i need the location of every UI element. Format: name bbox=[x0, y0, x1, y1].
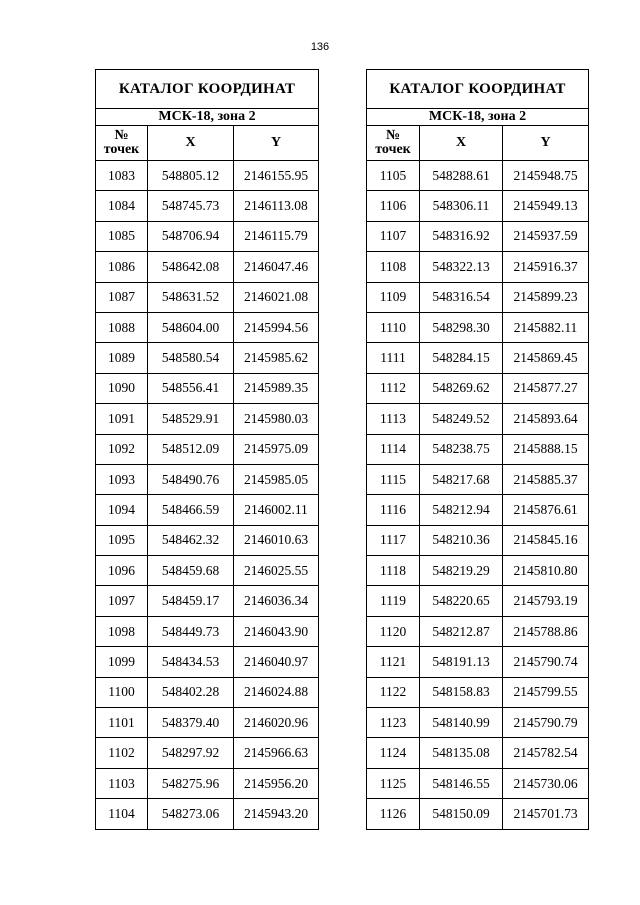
x-coordinate-cell: 548275.96 bbox=[148, 768, 234, 798]
table-row bbox=[367, 677, 589, 707]
x-coordinate-cell: 548631.52 bbox=[148, 282, 234, 312]
table-row bbox=[96, 312, 319, 342]
column-header-point-number bbox=[96, 126, 148, 161]
point-number-cell: 1122 bbox=[367, 677, 420, 707]
table-row bbox=[367, 738, 589, 768]
x-coordinate-cell: 548322.13 bbox=[420, 252, 503, 282]
x-coordinate-cell: 548745.73 bbox=[148, 191, 234, 221]
table-row bbox=[367, 312, 589, 342]
point-number-word: точек bbox=[103, 142, 140, 157]
column-header-point-number bbox=[367, 126, 420, 161]
y-coordinate-cell: 2146043.90 bbox=[234, 616, 319, 646]
y-coordinate-cell: 2145885.37 bbox=[503, 464, 589, 494]
y-coordinate-cell: 2146025.55 bbox=[234, 556, 319, 586]
table-row bbox=[96, 768, 319, 798]
point-number-cell: 1118 bbox=[367, 556, 420, 586]
y-coordinate-cell: 2146010.63 bbox=[234, 525, 319, 555]
table-row bbox=[367, 495, 589, 525]
x-coordinate-cell: 548462.32 bbox=[148, 525, 234, 555]
x-coordinate-cell: 548284.15 bbox=[420, 343, 503, 373]
y-coordinate-cell: 2145893.64 bbox=[503, 404, 589, 434]
x-coordinate-cell: 548580.54 bbox=[148, 343, 234, 373]
y-coordinate-cell: 2145937.59 bbox=[503, 221, 589, 251]
y-coordinate-cell: 2145943.20 bbox=[234, 799, 319, 829]
x-coordinate-cell: 548706.94 bbox=[148, 221, 234, 251]
table-row bbox=[367, 221, 589, 251]
x-coordinate-cell: 548219.29 bbox=[420, 556, 503, 586]
x-coordinate-cell: 548249.52 bbox=[420, 404, 503, 434]
x-coordinate-cell: 548402.28 bbox=[148, 677, 234, 707]
point-number-cell: 1097 bbox=[96, 586, 148, 616]
y-coordinate-cell: 2146020.96 bbox=[234, 708, 319, 738]
y-coordinate-cell: 2145899.23 bbox=[503, 282, 589, 312]
x-coordinate-cell: 548191.13 bbox=[420, 647, 503, 677]
table-row bbox=[367, 647, 589, 677]
table-row bbox=[96, 525, 319, 555]
y-coordinate-cell: 2146115.79 bbox=[234, 221, 319, 251]
point-number-cell: 1093 bbox=[96, 464, 148, 494]
point-number-cell: 1113 bbox=[367, 404, 420, 434]
point-number-cell: 1094 bbox=[96, 495, 148, 525]
x-coordinate-cell: 548150.09 bbox=[420, 799, 503, 829]
y-coordinate-cell: 2145888.15 bbox=[503, 434, 589, 464]
y-coordinate-cell: 2145790.74 bbox=[503, 647, 589, 677]
point-number-cell: 1125 bbox=[367, 768, 420, 798]
x-coordinate-cell: 548604.00 bbox=[148, 312, 234, 342]
point-number-cell: 1083 bbox=[96, 161, 148, 191]
point-number-cell: 1096 bbox=[96, 556, 148, 586]
table-row bbox=[96, 556, 319, 586]
point-number-cell: 1099 bbox=[96, 647, 148, 677]
table-row bbox=[367, 708, 589, 738]
x-coordinate-cell: 548306.11 bbox=[420, 191, 503, 221]
x-coordinate-cell: 548269.62 bbox=[420, 373, 503, 403]
x-coordinate-cell: 548238.75 bbox=[420, 434, 503, 464]
point-number-cell: 1105 bbox=[367, 161, 420, 191]
table-row bbox=[367, 373, 589, 403]
table-row bbox=[96, 738, 319, 768]
table-row bbox=[96, 616, 319, 646]
table-body bbox=[367, 161, 589, 830]
point-number-cell: 1114 bbox=[367, 434, 420, 464]
column-header-y: Y bbox=[503, 126, 589, 161]
table-title: КАТАЛОГ КООРДИНАТ bbox=[367, 70, 589, 109]
point-number-cell: 1090 bbox=[96, 373, 148, 403]
table-row bbox=[367, 282, 589, 312]
y-coordinate-cell: 2145989.35 bbox=[234, 373, 319, 403]
x-coordinate-cell: 548158.83 bbox=[420, 677, 503, 707]
x-coordinate-cell: 548210.36 bbox=[420, 525, 503, 555]
table-title: КАТАЛОГ КООРДИНАТ bbox=[96, 70, 319, 109]
table-row bbox=[96, 252, 319, 282]
y-coordinate-cell: 2146024.88 bbox=[234, 677, 319, 707]
y-coordinate-cell: 2145788.86 bbox=[503, 616, 589, 646]
y-coordinate-cell: 2145916.37 bbox=[503, 252, 589, 282]
point-number-symbol: № bbox=[385, 128, 401, 143]
point-number-cell: 1098 bbox=[96, 616, 148, 646]
table-row bbox=[367, 191, 589, 221]
y-coordinate-cell: 2146036.34 bbox=[234, 586, 319, 616]
table-row bbox=[96, 647, 319, 677]
point-number-cell: 1107 bbox=[367, 221, 420, 251]
table-row bbox=[367, 464, 589, 494]
x-coordinate-cell: 548316.92 bbox=[420, 221, 503, 251]
y-coordinate-cell: 2145782.54 bbox=[503, 738, 589, 768]
x-coordinate-cell: 548297.92 bbox=[148, 738, 234, 768]
table-row bbox=[96, 495, 319, 525]
x-coordinate-cell: 548146.55 bbox=[420, 768, 503, 798]
point-number-cell: 1103 bbox=[96, 768, 148, 798]
y-coordinate-cell: 2146021.08 bbox=[234, 282, 319, 312]
point-number-cell: 1087 bbox=[96, 282, 148, 312]
y-coordinate-cell: 2145790.79 bbox=[503, 708, 589, 738]
point-number-cell: 1110 bbox=[367, 312, 420, 342]
point-number-cell: 1115 bbox=[367, 464, 420, 494]
y-coordinate-cell: 2145799.55 bbox=[503, 677, 589, 707]
point-number-cell: 1089 bbox=[96, 343, 148, 373]
y-coordinate-cell: 2145810.80 bbox=[503, 556, 589, 586]
point-number-cell: 1106 bbox=[367, 191, 420, 221]
point-number-cell: 1092 bbox=[96, 434, 148, 464]
x-coordinate-cell: 548316.54 bbox=[420, 282, 503, 312]
column-header-x: X bbox=[148, 126, 234, 161]
point-number-cell: 1120 bbox=[367, 616, 420, 646]
x-coordinate-cell: 548212.94 bbox=[420, 495, 503, 525]
x-coordinate-cell: 548556.41 bbox=[148, 373, 234, 403]
y-coordinate-cell: 2145980.03 bbox=[234, 404, 319, 434]
table-row bbox=[367, 252, 589, 282]
table-row bbox=[96, 586, 319, 616]
y-coordinate-cell: 2145876.61 bbox=[503, 495, 589, 525]
point-number-cell: 1091 bbox=[96, 404, 148, 434]
point-number-cell: 1086 bbox=[96, 252, 148, 282]
y-coordinate-cell: 2145994.56 bbox=[234, 312, 319, 342]
y-coordinate-cell: 2145948.75 bbox=[503, 161, 589, 191]
table-body bbox=[96, 161, 319, 830]
table-subtitle: МСК-18, зона 2 bbox=[96, 109, 319, 126]
y-coordinate-cell: 2145966.63 bbox=[234, 738, 319, 768]
x-coordinate-cell: 548379.40 bbox=[148, 708, 234, 738]
point-number-symbol: № bbox=[114, 128, 129, 143]
point-number-cell: 1117 bbox=[367, 525, 420, 555]
x-coordinate-cell: 548288.61 bbox=[420, 161, 503, 191]
table-row bbox=[96, 708, 319, 738]
y-coordinate-cell: 2145985.05 bbox=[234, 464, 319, 494]
y-coordinate-cell: 2146002.11 bbox=[234, 495, 319, 525]
y-coordinate-cell: 2145701.73 bbox=[503, 799, 589, 829]
table-row bbox=[367, 799, 589, 829]
column-header-x: X bbox=[420, 126, 503, 161]
x-coordinate-cell: 548135.08 bbox=[420, 738, 503, 768]
table-row bbox=[96, 282, 319, 312]
x-coordinate-cell: 548217.68 bbox=[420, 464, 503, 494]
x-coordinate-cell: 548512.09 bbox=[148, 434, 234, 464]
y-coordinate-cell: 2145793.19 bbox=[503, 586, 589, 616]
y-coordinate-cell: 2145882.11 bbox=[503, 312, 589, 342]
y-coordinate-cell: 2145975.09 bbox=[234, 434, 319, 464]
x-coordinate-cell: 548298.30 bbox=[420, 312, 503, 342]
point-number-cell: 1112 bbox=[367, 373, 420, 403]
y-coordinate-cell: 2145956.20 bbox=[234, 768, 319, 798]
point-number-cell: 1104 bbox=[96, 799, 148, 829]
point-number-cell: 1095 bbox=[96, 525, 148, 555]
x-coordinate-cell: 548466.59 bbox=[148, 495, 234, 525]
point-number-cell: 1121 bbox=[367, 647, 420, 677]
x-coordinate-cell: 548212.87 bbox=[420, 616, 503, 646]
point-number-cell: 1088 bbox=[96, 312, 148, 342]
table-row bbox=[367, 525, 589, 555]
table-row bbox=[96, 677, 319, 707]
table-row bbox=[96, 221, 319, 251]
point-number-cell: 1101 bbox=[96, 708, 148, 738]
y-coordinate-cell: 2145869.45 bbox=[503, 343, 589, 373]
table-row bbox=[367, 161, 589, 191]
table-row bbox=[367, 343, 589, 373]
y-coordinate-cell: 2145877.27 bbox=[503, 373, 589, 403]
column-header-y: Y bbox=[234, 126, 319, 161]
x-coordinate-cell: 548459.17 bbox=[148, 586, 234, 616]
coordinate-catalog-table-right bbox=[366, 69, 589, 830]
table-row bbox=[367, 434, 589, 464]
x-coordinate-cell: 548805.12 bbox=[148, 161, 234, 191]
y-coordinate-cell: 2146113.08 bbox=[234, 191, 319, 221]
x-coordinate-cell: 548273.06 bbox=[148, 799, 234, 829]
table-row bbox=[367, 768, 589, 798]
table-row bbox=[96, 799, 319, 829]
table-row bbox=[96, 464, 319, 494]
point-number-cell: 1102 bbox=[96, 738, 148, 768]
point-number-cell: 1126 bbox=[367, 799, 420, 829]
point-number-cell: 1123 bbox=[367, 708, 420, 738]
table-row bbox=[96, 161, 319, 191]
y-coordinate-cell: 2145730.06 bbox=[503, 768, 589, 798]
point-number-cell: 1084 bbox=[96, 191, 148, 221]
x-coordinate-cell: 548434.53 bbox=[148, 647, 234, 677]
point-number-word: точек bbox=[375, 142, 411, 157]
x-coordinate-cell: 548490.76 bbox=[148, 464, 234, 494]
y-coordinate-cell: 2146047.46 bbox=[234, 252, 319, 282]
point-number-cell: 1116 bbox=[367, 495, 420, 525]
table-row bbox=[96, 373, 319, 403]
table-row bbox=[96, 434, 319, 464]
point-number-cell: 1100 bbox=[96, 677, 148, 707]
point-number-cell: 1111 bbox=[367, 343, 420, 373]
point-number-cell: 1109 bbox=[367, 282, 420, 312]
x-coordinate-cell: 548140.99 bbox=[420, 708, 503, 738]
point-number-cell: 1124 bbox=[367, 738, 420, 768]
point-number-cell: 1108 bbox=[367, 252, 420, 282]
table-row bbox=[367, 404, 589, 434]
x-coordinate-cell: 548220.65 bbox=[420, 586, 503, 616]
table-row bbox=[367, 616, 589, 646]
x-coordinate-cell: 548642.08 bbox=[148, 252, 234, 282]
point-number-cell: 1119 bbox=[367, 586, 420, 616]
y-coordinate-cell: 2145949.13 bbox=[503, 191, 589, 221]
page-number: 136 bbox=[310, 41, 330, 53]
y-coordinate-cell: 2146155.95 bbox=[234, 161, 319, 191]
coordinate-catalog-table-left bbox=[95, 69, 319, 830]
table-row bbox=[96, 343, 319, 373]
x-coordinate-cell: 548449.73 bbox=[148, 616, 234, 646]
table-row bbox=[96, 404, 319, 434]
table-row bbox=[96, 191, 319, 221]
y-coordinate-cell: 2145985.62 bbox=[234, 343, 319, 373]
y-coordinate-cell: 2146040.97 bbox=[234, 647, 319, 677]
y-coordinate-cell: 2145845.16 bbox=[503, 525, 589, 555]
point-number-cell: 1085 bbox=[96, 221, 148, 251]
x-coordinate-cell: 548459.68 bbox=[148, 556, 234, 586]
table-row bbox=[367, 556, 589, 586]
x-coordinate-cell: 548529.91 bbox=[148, 404, 234, 434]
table-subtitle: МСК-18, зона 2 bbox=[367, 109, 589, 126]
table-row bbox=[367, 586, 589, 616]
